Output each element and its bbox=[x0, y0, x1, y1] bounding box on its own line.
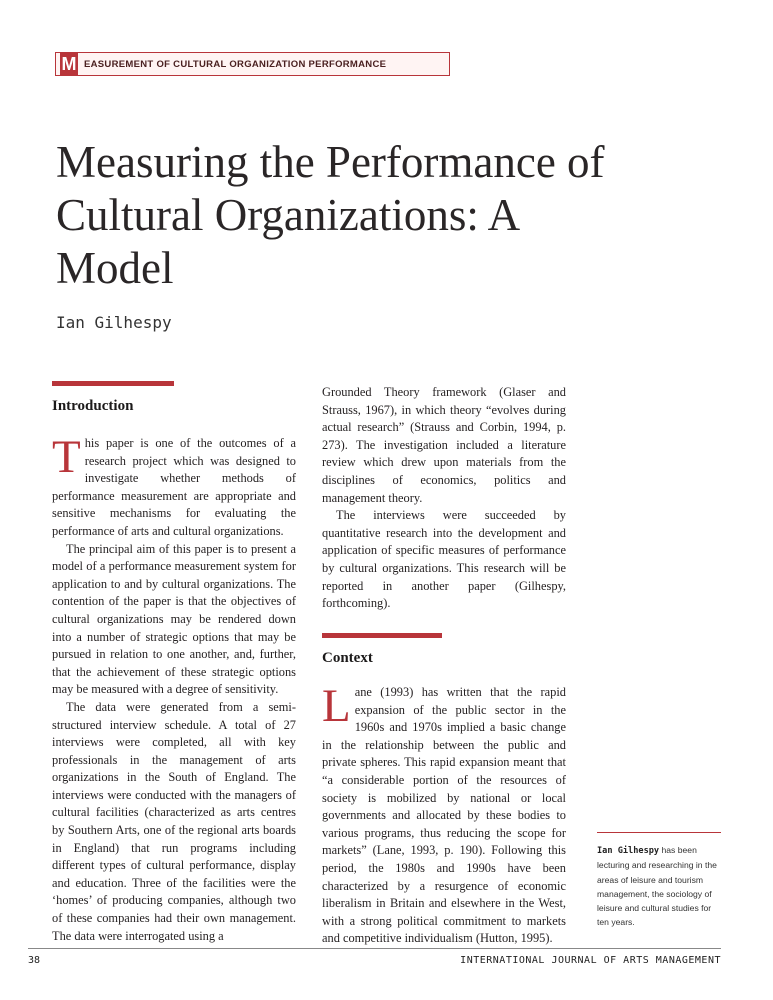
bio-text: has been lecturing and researching in the areas of leisure and tourism management, the sociology of leisure and cultural studies for ten years. bbox=[597, 845, 717, 928]
intro-paragraph-2: The principal aim of this paper is to present a model of a performance measurement system for application to and by cultural organizations. The contention of the paper is that the objectives of cultural organizations may be rendered down into a number of strategic options that may be pursued in relation to one another, and, further, that the achievement of these strategic options may be measured with a degree of sensitivity. bbox=[52, 541, 296, 697]
page-number: 38 bbox=[28, 955, 41, 966]
context-paragraph-1: Lane (1993) has written that the rapid expansion of the public sector in the 1960s and 1970s implied a basic change in the relationship between the public and private spheres. This rapid expansion meant that “a considerable portion of the resources of society is mobilized by national or local governments and allocated by these bodies to various programs, thus reducing the scope for markets” (Lane, 1993, p. 190). Following this period, the 1980s and 1990s have been characterized by a resurgence of economic liberalism in Britain and elsewhere in the West, with a strong political commitment to markets and competitive individualism (Hutton, 1995). bbox=[322, 680, 566, 946]
author-bio bbox=[597, 843, 721, 930]
context-heading: Context bbox=[322, 650, 373, 666]
footer-rule bbox=[28, 948, 721, 949]
intro-paragraph-5: The interviews were succeeded by quantitative research into the development and application of specific measures of performance by cultural organizations. This research will be reported in another paper (Gilhespy, forthcoming). bbox=[322, 508, 566, 611]
drop-cap-l: L bbox=[322, 680, 351, 732]
author-name: Ian Gilhespy bbox=[56, 313, 172, 332]
drop-cap-t: T bbox=[52, 431, 81, 483]
article-title: Measuring the Performance of Cultural Organizations: A Model bbox=[56, 137, 605, 293]
journal-name: INTERNATIONAL JOURNAL OF ARTS MANAGEMENT bbox=[460, 955, 721, 966]
context-rule bbox=[322, 633, 442, 638]
intro-paragraph-4: Grounded Theory framework (Glaser and Strauss, 1967), in which theory “evolves during actual research” (Strauss and Corbin, 1994, p. 273). The investigation included a literature review which drew upon materials from the disciplines of economics, politics and management theory. bbox=[322, 385, 566, 505]
intro-paragraph-3: The data were generated from a semi-structured interview schedule. A total of 27 interviews were completed, all with key professionals in the management of arts organizations in the South of England. The interviews were conducted with the managers of cultural facilities (characterized as arts centres by Southern Arts, one of the regional arts boards in England) that run programs including different types of cultural performance, display and education. Three of the facilities were the ‘homes’ of producing companies, although two of these companies had their own management. The data were interrogated using a bbox=[52, 699, 296, 943]
intro-paragraph-1: This paper is one of the outcomes of a research project which was designed to investigate whether methods of performance measurement are appropriate and sensitive mechanisms for evaluating the performance of arts and cultural organizations. bbox=[52, 431, 296, 538]
right-column-top bbox=[322, 384, 566, 613]
right-column-context bbox=[322, 680, 566, 948]
introduction-rule bbox=[52, 381, 174, 386]
header-text: EASUREMENT OF CULTURAL ORGANIZATION PERFORMANCE bbox=[84, 59, 387, 70]
left-column bbox=[52, 431, 296, 945]
sidebar-rule bbox=[597, 832, 721, 833]
introduction-heading: Introduction bbox=[52, 398, 134, 414]
header-initial: M bbox=[61, 54, 77, 74]
running-header bbox=[55, 52, 450, 76]
bio-name: Ian Gilhespy bbox=[597, 846, 660, 856]
